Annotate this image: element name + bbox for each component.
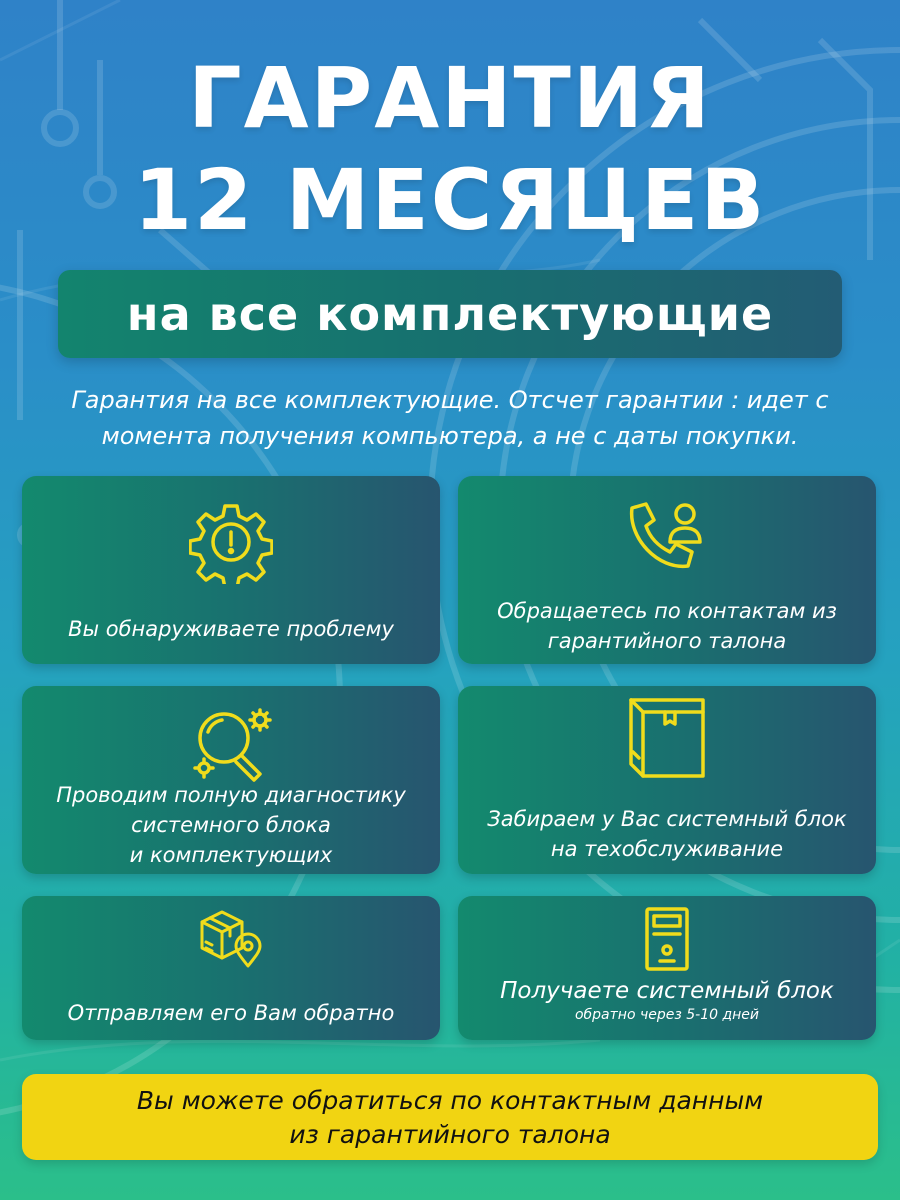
step-1-line-1: Вы обнаруживаете проблему (68, 617, 394, 641)
phone-contact-icon (622, 498, 712, 582)
title-line-2: 12 МЕСЯЦЕВ (133, 151, 767, 249)
step-card-1 (22, 476, 440, 664)
step-5-line-1: Отправляем его Вам обратно (67, 1001, 395, 1025)
step-4-text (458, 804, 876, 864)
gear-warning-icon (189, 500, 273, 584)
magnifier-gears-icon (186, 702, 276, 782)
step-4-line-1: Забираем у Вас системный блок (487, 807, 847, 831)
intro-text (0, 382, 900, 454)
title-line-1: ГАРАНТИЯ (188, 49, 712, 147)
step-card-2 (458, 476, 876, 664)
subtitle-text: на все комплектующие (126, 287, 774, 341)
step-card-5 (22, 896, 440, 1040)
step-6-note: обратно через 5-10 дней (574, 1007, 760, 1023)
box-location-icon (198, 908, 264, 968)
step-3-line-1: Проводим полную диагностику (56, 783, 406, 807)
intro-line-2: момента получения компьютера, а не с даты покупки. (101, 422, 799, 450)
step-5-text (22, 998, 440, 1028)
step-3-line-3: и комплектующих (129, 843, 333, 867)
intro-line-1: Гарантия на все комплектующие. Отсчет гарантии : идет с (71, 386, 829, 414)
footer-line-2: из гарантийного талона (289, 1120, 611, 1149)
step-card-4 (458, 686, 876, 874)
step-1-text (22, 614, 440, 644)
step-2-text (458, 596, 876, 656)
step-4-line-2: на техобслуживание (550, 837, 784, 861)
box-icon (625, 696, 709, 780)
footer-contact-banner (22, 1074, 878, 1160)
step-3-line-2: системного блока (131, 813, 331, 837)
step-6-line-1: Получаете системный блок (500, 978, 834, 1004)
step-2-line-1: Обращаетесь по контактам из (497, 599, 837, 623)
footer-line-1: Вы можете обратиться по контактным данным (136, 1086, 764, 1115)
step-card-6 (458, 896, 876, 1040)
step-2-line-2: гарантийного талона (547, 629, 787, 653)
subtitle-banner (58, 270, 842, 358)
step-3-text (22, 780, 440, 870)
pc-tower-icon (642, 906, 692, 972)
step-card-3 (22, 686, 440, 874)
step-6-text (458, 976, 876, 1024)
